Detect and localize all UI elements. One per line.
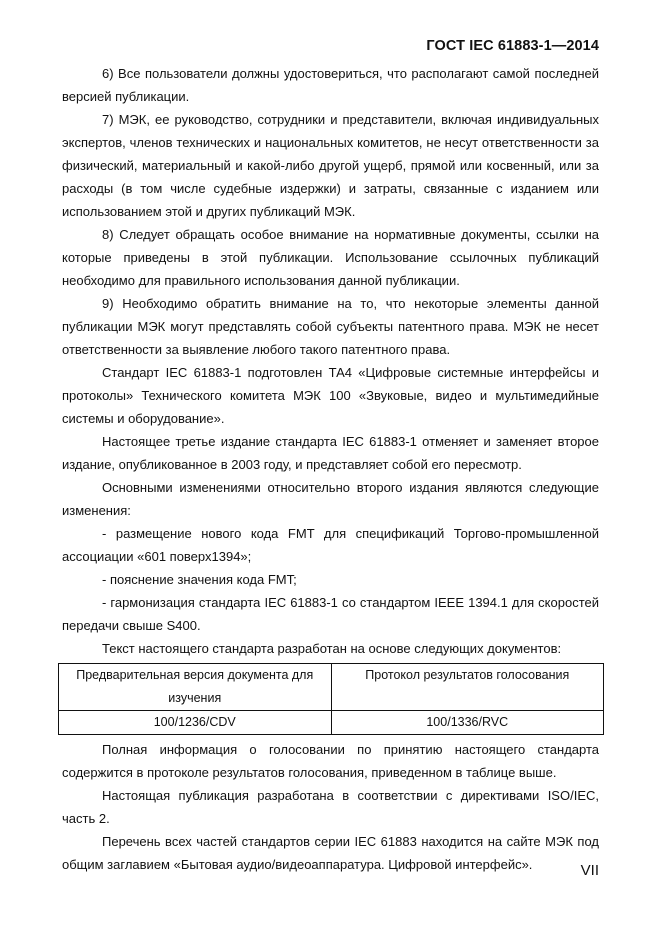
paragraph-item-7: 7) МЭК, ее руководство, сотрудники и представители, включая индивидуальных экспертов, членов технических и национальных комитетов, не несут ответственности за физический, материальный и какой-либо другой ущерб, прямой или косвенный, или за расходы (в том числе судебные издержки) и затраты, связанные с изданием или использованием этой и других публикаций МЭК.	[62, 112, 599, 219]
paragraph-item-8: 8) Следует обращать особое внимание на нормативные документы, ссылки на которые приведены в этой публикации. Использование ссылочных публикаций необходимо для правильного использования данной публикации.	[62, 227, 599, 288]
table-header-cell: Предварительная версия документа для изучения	[59, 664, 332, 711]
paragraph-changes-intro: Основными изменениями относительно второго издания являются следующие изменения:	[62, 480, 599, 518]
paragraph-table-intro: Текст настоящего стандарта разработан на основе следующих документов:	[102, 641, 562, 656]
table-header-row	[59, 664, 604, 711]
table-cell: 100/1236/CDV	[59, 711, 332, 735]
paragraph-edition: Настоящее третье издание стандарта IEC 61883-1 отменяет и заменяет второе издание, опубликованное в 2003 году, и представляет собой его пересмотр.	[62, 434, 599, 472]
paragraph-prepared-by: Стандарт IEC 61883-1 подготовлен ТА4 «Цифровые системные интерфейсы и протоколы» Технического комитета МЭК 100 «Звуковые, видео и мультимедийные системы и оборудование».	[62, 365, 599, 426]
change-list-item: - размещение нового кода FMT для спецификаций Торгово-промышленной ассоциации «601 поверх1394»;	[62, 526, 599, 564]
page-body	[62, 62, 599, 876]
paragraph-item-9: 9) Необходимо обратить внимание на то, что некоторые элементы данной публикации МЭК могут представлять собой субъекты патентного права. МЭК не несет ответственности за выявление любого такого патентного права.	[62, 296, 599, 357]
paragraph-series-list: Перечень всех частей стандартов серии IEC 61883 находится на сайте МЭК под общим заглавием «Бытовая аудио/видеоаппаратура. Цифровой интерфейс».	[62, 834, 599, 872]
page-number: VII	[580, 862, 599, 879]
voting-documents-table	[58, 663, 604, 735]
document-code-header: ГОСТ IEC 61883-1—2014	[426, 38, 599, 54]
paragraph-item-6: 6) Все пользователи должны удостовериться, что располагают самой последней версией публикации.	[62, 66, 599, 104]
table-cell: 100/1336/RVC	[331, 711, 604, 735]
change-list-item: - пояснение значения кода FMT;	[102, 572, 297, 587]
change-list-item: - гармонизация стандарта IEC 61883-1 со стандартом IEEE 1394.1 для скоростей передачи свыше S400.	[62, 595, 599, 633]
paragraph-voting-info: Полная информация о голосовании по принятию настоящего стандарта содержится в протоколе результатов голосования, приведенном в таблице выше.	[62, 742, 599, 780]
paragraph-directives: Настоящая публикация разработана в соответствии с директивами ISO/IEC, часть 2.	[62, 788, 599, 826]
table-row	[59, 711, 604, 735]
table-header-cell: Протокол результатов голосования	[331, 664, 604, 711]
